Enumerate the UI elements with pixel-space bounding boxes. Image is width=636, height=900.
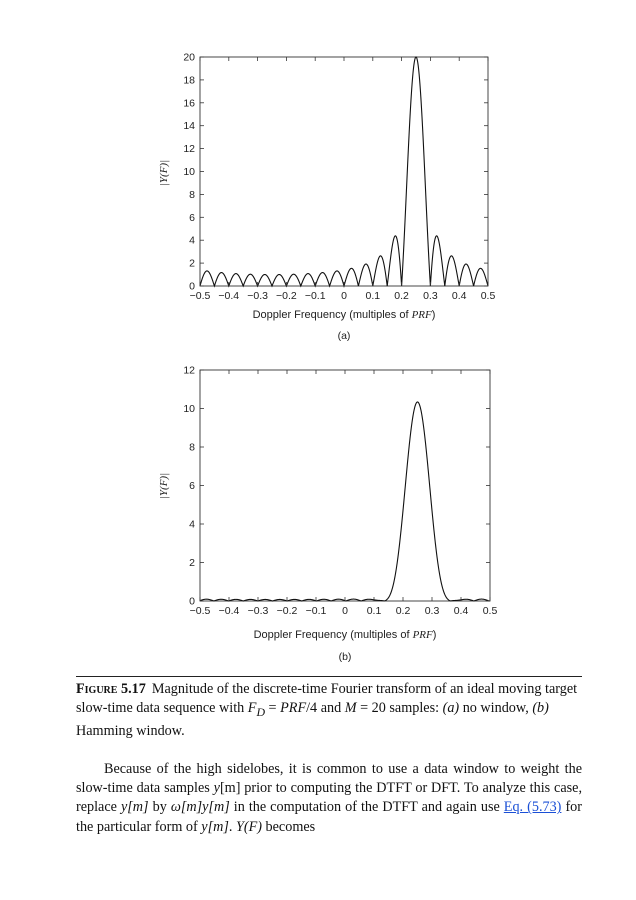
y-tick-label: 0 [189,280,195,293]
x-tick-label: 0.4 [451,290,467,302]
equation-link[interactable]: Eq. (5.73) [503,799,562,816]
x-tick-label: −0.4 [218,290,240,302]
y-tick-label: 14 [183,120,195,133]
figure-b [140,358,520,668]
y-tick-label: 12 [183,143,195,156]
y-tick-label: 4 [189,518,195,531]
y-tick-label: 8 [189,188,195,201]
x-tick-label: −0.2 [276,290,297,302]
y-tick-label: 2 [189,557,195,569]
x-tick-label: −0.3 [247,290,268,302]
x-tick-label: −0.1 [304,290,326,302]
x-tick-label: 0.3 [424,605,440,617]
dtft-curve-a [200,57,488,286]
x-tick-label: 0.4 [453,605,469,617]
x-tick-label: 0.5 [480,290,496,302]
x-tick-label: 0.1 [366,605,382,617]
y-axis-label-b: |Y(F)| [158,472,170,500]
plot-frame-b [200,370,490,601]
x-tick-label: 0.1 [365,290,381,302]
x-tick-label: 0.3 [423,290,438,302]
y-tick-label: 4 [189,234,195,247]
x-tick-label: −0.1 [305,605,327,617]
y-tick-label: 10 [183,166,195,178]
y-tick-label: 18 [183,74,195,87]
x-axis-label-b: Doppler Frequency (multiples of PRF) [253,629,437,641]
x-axis-label-a: Doppler Frequency (multiples of PRF) [252,309,436,321]
y-tick-label: 10 [183,403,195,415]
figure-a [140,45,520,350]
y-tick-label: 8 [189,441,195,454]
x-tick-label: 0.2 [394,290,409,302]
y-tick-label: 2 [189,257,195,270]
y-tick-label: 6 [189,211,195,224]
x-tick-label: −0.3 [247,605,269,617]
y-axis-label-a: |Y(F)| [158,159,170,187]
figure-number: Figure 5.17 [76,681,146,697]
x-tick-label: −0.2 [276,605,298,617]
y-tick-label: 16 [183,97,195,110]
y-tick-label: 20 [183,51,195,64]
x-tick-label: −0.4 [218,605,240,617]
y-tick-label: 0 [189,595,195,608]
panel-label-a: (a) [337,330,351,342]
panel-label-b: (b) [338,651,352,663]
x-tick-label: −0.5 [189,605,211,617]
x-tick-label: 0 [341,290,347,302]
dtft-curve-b [200,402,490,601]
x-tick-label: 0 [342,605,348,617]
y-tick-label: 6 [189,480,195,492]
plot-frame-a [200,57,488,286]
figure-caption: Figure 5.17 Magnitude of the discrete-time Fourier transform of an ideal moving target slow-time data sequence with $F_D = PRF/4$ and M = 20 samples: (a) no window, (b) Hamming window. [76,676,582,741]
x-tick-label: −0.5 [189,290,211,302]
body-paragraph: Because of the high sidelobes, it is common to use a data window to weight the slow-time data samples y[m] prior to computing the DTFT or DFT. To analyze this case, replace y[m] by ω[m]y[m] in the computation of the DTFT and again use Eq. (5.73) for the particular form of y[m]. Y(F) becomes [76,761,582,835]
x-tick-label: 0.2 [395,605,411,617]
y-tick-label: 12 [183,364,195,377]
x-tick-label: 0.5 [482,605,498,617]
